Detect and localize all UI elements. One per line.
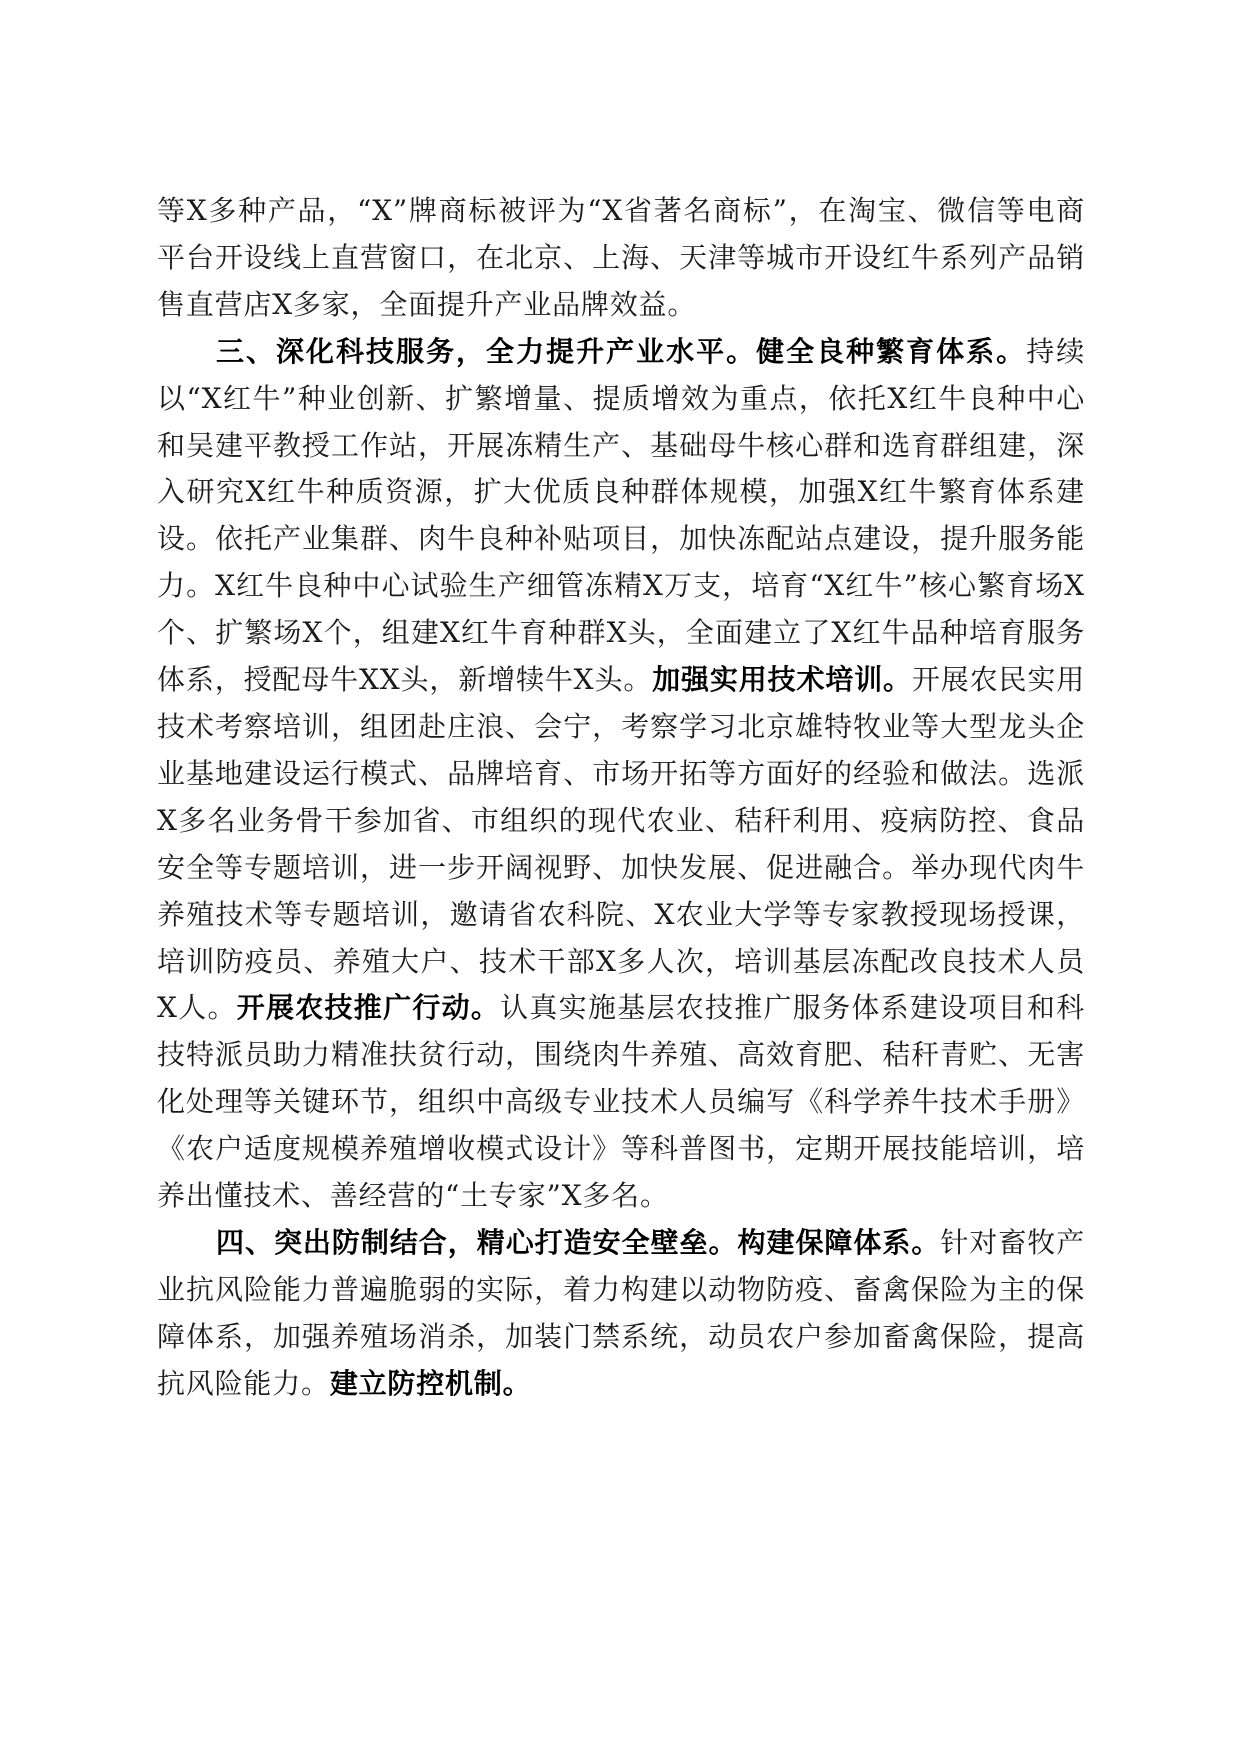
subheading-breeding-system: 健全良种繁育体系。 bbox=[756, 334, 1027, 368]
subheading-prevention-mechanism: 建立防控机制。 bbox=[329, 1366, 532, 1400]
section-heading-three: 三、深化科技服务，全力提升产业水平。 bbox=[216, 334, 757, 368]
body-text: 认真实施基层农技推广服务体系建设项目和科技特派员助力精准扶贫行动，围绕肉牛养殖、高效育肥、秸秆青贮、无害化处理等关键环节，组织中高级专业技术人员编写《科学养牛技术手册》《农户适度规模养殖增收模式设计》等科普图书，定期开展技能培训，培养出懂技术、善经营的“土专家”X多名。 bbox=[157, 991, 1085, 1213]
paragraph-section-four bbox=[157, 1220, 1085, 1408]
body-text: 等X多种产品，“X”牌商标被评为“X省著名商标”，在淘宝、微信等电商平台开设线上直营窗口，在北京、上海、天津等城市开设红牛系列产品销售直营店X多家，全面提升产业品牌效益。 bbox=[157, 194, 1085, 321]
body-text: 开展农民实用技术考察培训，组团赴庄浪、会宁，考察学习北京雄特牧业等大型龙头企业基地建设运行模式、品牌培育、市场开拓等方面好的经验和做法。选派X多名业务骨干参加省、市组织的现代农业、秸秆利用、疫病防控、食品安全等专题培训，进一步开阔视野、加快发展、促进融合。举办现代肉牛养殖技术等专题培训，邀请省农科院、X农业大学等专家教授现场授课，培训防疫员、养殖大户、技术干部X多人次，培训基层冻配改良技术人员X人。 bbox=[157, 663, 1085, 1025]
section-heading-four: 四、突出防制结合，精心打造安全壁垒。 bbox=[216, 1225, 738, 1259]
subheading-technical-training: 加强实用技术培训。 bbox=[652, 663, 912, 697]
subheading-guarantee-system: 构建保障体系。 bbox=[737, 1225, 941, 1259]
paragraph-brand-benefit bbox=[157, 188, 1085, 329]
paragraph-section-three bbox=[157, 329, 1085, 1220]
body-text: 针对畜牧产业抗风险能力普遍脆弱的实际，着力构建以动物防疫、畜禽保险为主的保障体系，加强养殖场消杀，加装门禁系统，动员农户参加畜禽保险，提高抗风险能力。 bbox=[157, 1225, 1085, 1400]
body-text: 持续以“X红牛”种业创新、扩繁增量、提质增效为重点，依托X红牛良种中心和吴建平教授工作站，开展冻精生产、基础母牛核心群和选育群组建，深入研究X红牛种质资源，扩大优质良种群体规模，加强X红牛繁育体系建设。依托产业集群、肉牛良种补贴项目，加快冻配站点建设，提升服务能力。X红牛良种中心试验生产细管冻精X万支，培育“X红牛”核心繁育场X个、扩繁场X个，组建X红牛育种群X头，全面建立了X红牛品种培育服务体系，授配母牛XX头，新增犊牛X头。 bbox=[157, 334, 1085, 697]
subheading-extension-action: 开展农技推广行动。 bbox=[236, 991, 501, 1025]
document-body bbox=[157, 188, 1085, 1408]
